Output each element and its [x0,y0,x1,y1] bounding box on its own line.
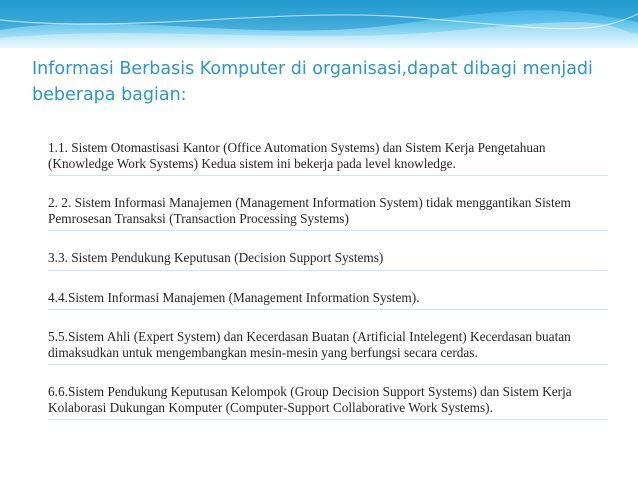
item-list [48,140,608,420]
list-item: 2. 2. Sistem Informasi Manajemen (Management Information System) tidak menggantikan Sistem Pemrosesan Transaksi (Transaction Processing Systems) [48,195,571,226]
divider [48,419,608,420]
list-item: 3.3. Sistem Pendukung Keputusan (Decision Support Systems) [48,250,384,265]
divider [48,175,608,176]
divider [48,364,608,365]
list-item: 6.6.Sistem Pendukung Keputusan Kelompok (Group Decision Support Systems) dan Sistem Kerja Kolaborasi Dukungan Komputer (Computer-Support Collaborative Work Systems). [48,384,572,415]
wave-decoration [0,0,638,48]
divider [48,230,608,231]
list-item: 5.5.Sistem Ahli (Expert System) dan Kecerdasan Buatan (Artificial Intelegent) Kecerdasan buatan dimaksudkan untuk mengembangkan mesin-mesin yang berfungsi secara cerdas. [48,329,571,360]
list-item: 4.4.Sistem Informasi Manajemen (Management Information System). [48,289,420,305]
slide-title: Informasi Berbasis Komputer di organisasi,dapat dibagi menjadi beberapa bagian: [32,59,593,105]
divider [48,309,608,310]
divider [48,270,608,271]
list-item: 1.1. Sistem Otomastisasi Kantor (Office Automation Systems) dan Sistem Kerja Pengetahuan (Knowledge Work Systems) Kedua sistem ini bekerja pada level knowledge. [48,140,546,171]
header-band [0,0,638,48]
